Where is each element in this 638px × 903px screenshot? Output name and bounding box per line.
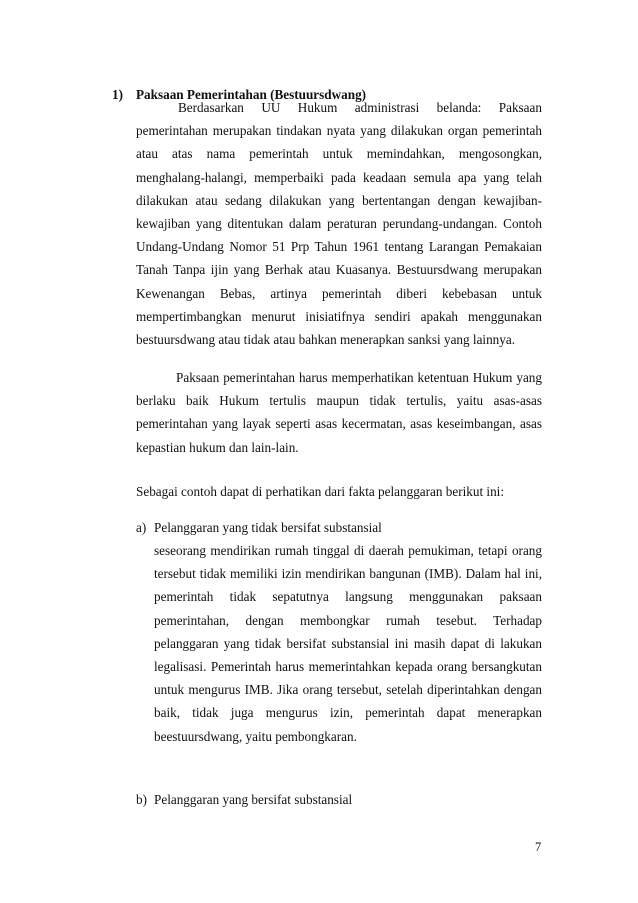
paragraph-definition: Berdasarkan UU Hukum administrasi belanda: Paksaan pemerintahan merupakan tindakan nyata yang dilakukan organ pemerintah atau atas nama pemerintah untuk memindahkan, mengosongkan, menghalang-halangi, memperbaiki pada keadaan semula apa yang telah dilakukan atau sedang dilakukan yang bertentangan dengan kewajiban-kewajiban yang ditentukan dalam peraturan perundang-undangan. Contoh Undang-Undang Nomor 51 Prp Tahun 1961 tentang Larangan Pemakaian Tanah Tanpa ijin yang Berhak atau Kuasanya. Bestuursdwang merupakan Kewenangan Bebas, artinya pemerintah diberi kebebasan untuk mempertimbangkan menurut inisiatifnya sendiri apakah menggunakan bestuursdwang atau tidak atau bahkan menerapkan sanksi yang lainnya. xyxy=(136,100,542,348)
page-number: 7 xyxy=(535,840,542,854)
list-marker: a) xyxy=(136,520,147,535)
list-marker: b) xyxy=(136,792,147,807)
list-item-a-body: seseorang mendirikan rumah tinggal di daerah pemukiman, tetapi orang tersebut tidak memiliki izin mendirikan bangunan (IMB). Dalam hal ini, pemerintah tidak sepatutnya langsung menggunakan paksaan pemerintahan, dengan membongkar rumah tesebut. Terhadap pelanggaran yang tidak bersifat substansial ini masih dapat di lakukan legalisasi. Pemerintah harus memerintahkan kepada orang bersangkutan untuk mengurus IMB. Jika orang tersebut, setelah diperintahkan dengan baik, tidak juga mengurus izin, pemerintah dapat menerapkan beestuursdwang, yaitu pembongkaran. xyxy=(154,543,542,744)
paragraph-example-intro: Sebagai contoh dapat di perhatikan dari fakta pelanggaran berikut ini: xyxy=(136,484,505,499)
section-title: Paksaan Pemerintahan (Bestuursdwang) xyxy=(136,87,367,102)
list-item-title: Pelanggaran yang tidak bersifat substansial xyxy=(154,520,382,535)
section-number: 1) xyxy=(112,87,123,102)
list-item-b-title xyxy=(136,788,542,811)
list-item-title: Pelanggaran yang bersifat substansial xyxy=(154,792,353,807)
paragraph-legal-principles: Paksaan pemerintahan harus memperhatikan ketentuan Hukum yang berlaku baik Hukum tertulis maupun tidak tertulis, yaitu asas-asas pemerintahan yang layak seperti asas kecermatan, asas keseimbangan, asas kepastian hukum dan lain-lain. xyxy=(136,370,542,455)
list-item-a-title xyxy=(136,516,542,539)
